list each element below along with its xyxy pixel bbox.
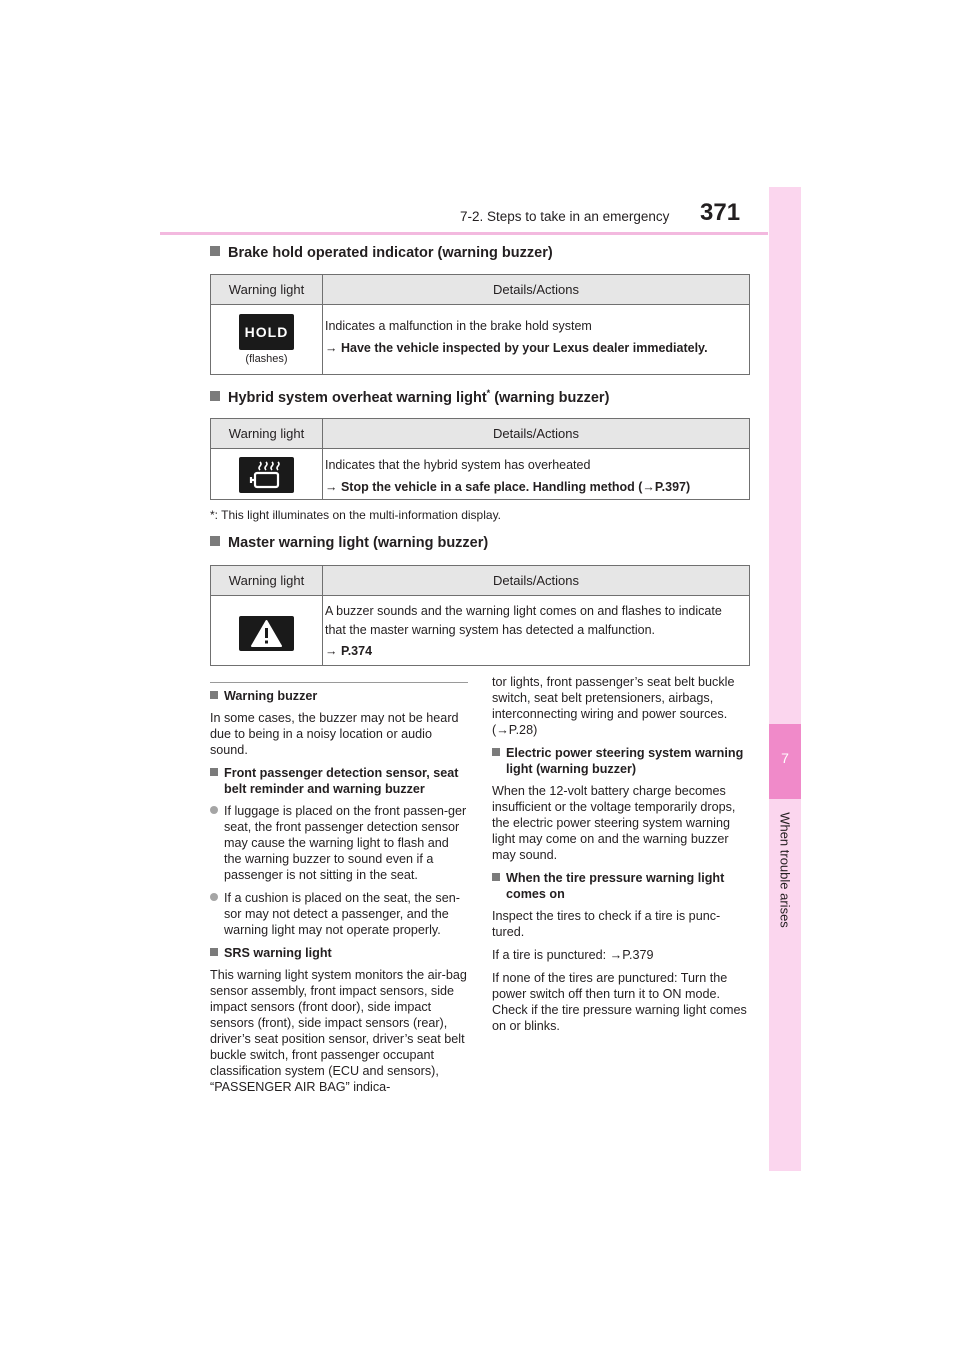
icon-caption: (flashes) bbox=[245, 353, 288, 365]
details-text: A buzzer sounds and the warning light comes on and flashes to indicate that the master warning system has detected a malfunction. bbox=[325, 604, 722, 637]
passenger-sensor-subheading bbox=[210, 765, 468, 797]
page-number: 371 bbox=[700, 199, 741, 226]
srs-title: SRS warning light bbox=[224, 946, 332, 960]
hold-icon-text: HOLD bbox=[244, 324, 289, 340]
column-header-warning-light: Warning light bbox=[211, 566, 323, 595]
table-row bbox=[211, 596, 749, 666]
action-text: → P.374 bbox=[325, 644, 373, 658]
tire-text-2: If a tire is punctured: →P.379 bbox=[492, 948, 654, 962]
details-cell bbox=[323, 305, 749, 375]
square-bullet-icon bbox=[210, 768, 218, 776]
srs-subheading bbox=[210, 945, 468, 961]
column-header-details: Details/Actions bbox=[493, 573, 579, 588]
tire-text-3: If none of the tires are punctured: Turn the power switch off then turn it to ON mode. Check if the tire pressure warning light comes on or blinks. bbox=[492, 971, 747, 1033]
divider bbox=[210, 682, 468, 683]
square-bullet-icon bbox=[492, 748, 500, 756]
warning-triangle-icon bbox=[239, 616, 294, 651]
eps-subheading bbox=[492, 745, 750, 777]
passenger-sensor-title: Front passenger detection sensor, seat belt reminder and warning buzzer bbox=[224, 766, 459, 796]
srs-continued-text: tor lights, front passenger’s seat belt buckle switch, seat belt pretensioners, airbags, interconnecting wiring and power sources. (→P.28) bbox=[492, 675, 735, 737]
column-header-details: Details/Actions bbox=[493, 282, 579, 297]
table-header bbox=[211, 419, 749, 449]
table-header bbox=[211, 566, 749, 596]
eps-text: When the 12-volt battery charge becomes insufficient or the voltage temporarily drops, the electric power steering system warning light may come on and the warning buzzer may sound. bbox=[492, 784, 736, 862]
bullet-dot-icon bbox=[210, 893, 218, 901]
bullet-text: If a cushion is placed on the seat, the sen-sor may not detect a passenger, and the warning light may not operate properly. bbox=[224, 891, 460, 937]
hybrid-overheat-heading-text: Hybrid system overheat warning light bbox=[228, 389, 487, 406]
footnote: *: This light illuminates on the multi-information display. bbox=[210, 508, 502, 522]
header-rule bbox=[160, 232, 768, 235]
chapter-number: 7 bbox=[781, 750, 789, 766]
master-warning-heading-text: Master warning light (warning buzzer) bbox=[228, 535, 489, 551]
master-warning-heading bbox=[210, 535, 488, 551]
tire-text-1: Inspect the tires to check if a tire is punc-tured. bbox=[492, 909, 721, 939]
square-bullet-icon bbox=[210, 948, 218, 956]
hybrid-overheat-table bbox=[210, 418, 750, 500]
warning-light-cell bbox=[211, 449, 323, 500]
srs-text: This warning light system monitors the air-bag sensor assembly, front impact sensors, side impact sensors (front door), side impact sensors (front), side impact sensors (rear), driver’s seat position sensor, driver’s seat belt buckle switch, front passenger occupant classification system (ECU and sensors), “PASSENGER AIR BAG” indica- bbox=[210, 968, 467, 1094]
brake-hold-heading-text: Brake hold operated indicator (warning buzzer) bbox=[228, 245, 553, 261]
eps-title: Electric power steering system warning light (warning buzzer) bbox=[506, 746, 744, 776]
chapter-side-tab bbox=[769, 187, 801, 1171]
bullet-text: If luggage is placed on the front passen-ger seat, the front passenger detection sensor may cause the warning light to flash and the warning buzzer to sound even if a passenger is not sitting in the seat. bbox=[224, 804, 467, 882]
column-header-warning-light: Warning light bbox=[211, 419, 323, 448]
warning-light-cell bbox=[211, 596, 323, 666]
warning-buzzer-title: Warning buzzer bbox=[224, 689, 318, 703]
master-warning-table bbox=[210, 565, 750, 666]
right-column bbox=[492, 674, 750, 1041]
tire-title: When the tire pressure warning light comes on bbox=[506, 871, 725, 901]
list-item bbox=[210, 890, 468, 938]
warning-light-cell bbox=[211, 305, 323, 375]
overheat-symbol-icon bbox=[239, 457, 294, 493]
details-text: Indicates that the hybrid system has overheated bbox=[325, 458, 591, 472]
hybrid-overheat-icon bbox=[239, 457, 294, 493]
square-bullet-icon bbox=[210, 391, 220, 401]
left-column bbox=[210, 688, 468, 1102]
brake-hold-heading bbox=[210, 245, 553, 261]
chapter-label: When trouble arises bbox=[777, 812, 793, 928]
tire-subheading bbox=[492, 870, 750, 902]
square-bullet-icon bbox=[210, 246, 220, 256]
bullet-dot-icon bbox=[210, 806, 218, 814]
details-text: Indicates a malfunction in the brake hold system bbox=[325, 319, 592, 333]
details-cell bbox=[323, 596, 749, 666]
table-header bbox=[211, 275, 749, 305]
column-header-details: Details/Actions bbox=[493, 426, 579, 441]
action-text: → Stop the vehicle in a safe place. Handling method (→P.397) bbox=[325, 480, 691, 494]
master-warning-icon bbox=[239, 616, 294, 651]
table-row bbox=[211, 449, 749, 500]
brake-hold-table bbox=[210, 274, 750, 375]
table-row bbox=[211, 305, 749, 375]
hold-indicator-icon bbox=[239, 314, 294, 350]
action-text: → Have the vehicle inspected by your Lexus dealer immediately. bbox=[325, 341, 708, 355]
hybrid-overheat-heading bbox=[210, 388, 609, 406]
list-item bbox=[210, 803, 468, 883]
square-bullet-icon bbox=[492, 873, 500, 881]
warning-buzzer-text: In some cases, the buzzer may not be heard due to being in a noisy location or audio sound. bbox=[210, 711, 459, 757]
warning-buzzer-subheading bbox=[210, 688, 468, 704]
square-bullet-icon bbox=[210, 691, 218, 699]
section-title: 7-2. Steps to take in an emergency bbox=[460, 209, 670, 224]
details-cell bbox=[323, 449, 749, 500]
hybrid-overheat-heading-suffix: (warning buzzer) bbox=[490, 389, 610, 406]
footnote-mark: * bbox=[486, 388, 491, 398]
column-header-warning-light: Warning light bbox=[211, 275, 323, 304]
square-bullet-icon bbox=[210, 536, 220, 546]
